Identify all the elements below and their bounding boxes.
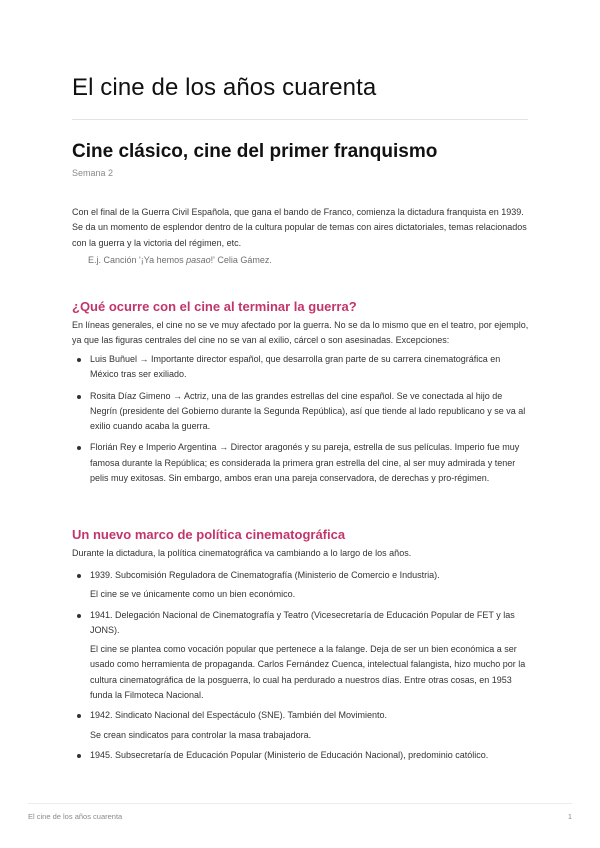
- section2-heading: Un nuevo marco de política cinematográfica: [72, 527, 346, 542]
- list-item-detail: El cine se plantea como vocación popular que pertenece a la falange. Deja de ser un bien económica a ser usado como herramienta de propaganda. Carlos Fernández Cuenca, intelectual falangista, hizo mucho por la cultura cinematográfica de la posguerra, lo cual ha perdurado a nuestros días. Entre otras cosas, en 1953 funda la Filmoteca Nacional.: [90, 644, 526, 701]
- list-item-detail: El cine se ve únicamente como un bien económico.: [90, 589, 296, 600]
- list-item: [72, 608, 530, 704]
- list-item: [72, 748, 530, 763]
- section-title: Cine clásico, cine del primer franquismo: [72, 141, 438, 162]
- list-item-text: Luis Buñuel → Importante director español, que desarrolla gran parte de su carrera cinematográfica en México tras ser exiliado.: [90, 354, 501, 380]
- bullet-icon: [77, 574, 81, 578]
- list-item-text: Florián Rey e Imperio Argentina → Director aragonés y su pareja, estrella de sus películas. Imperio fue muy famosa durante la República; es considerada la primera gran estrella del cine, al ser muy admirada y tener pelis muy exitosas. Sin embargo, ambos eran una pareja conservadora, de derechas y pro-régimen.: [90, 442, 520, 484]
- list-item-detail: Se crean sindicatos para controlar la masa trabajadora.: [90, 729, 312, 740]
- section1-list: [72, 352, 530, 486]
- bullet-icon: [77, 446, 81, 450]
- bullet-icon: [77, 614, 81, 618]
- list-item: [72, 389, 530, 435]
- example-suffix: !' Celia Gámez.: [210, 255, 272, 265]
- section1-heading: ¿Qué ocurre con el cine al terminar la guerra?: [72, 299, 357, 314]
- section2-intro: Durante la dictadura, la política cinematográfica va cambiando a lo largo de los años.: [72, 548, 412, 558]
- footer-title: El cine de los años cuarenta: [28, 812, 123, 821]
- bullet-icon: [77, 754, 81, 758]
- list-item: [72, 352, 530, 383]
- example-italic: pasao: [186, 255, 211, 265]
- list-item-text: 1941. Delegación Nacional de Cinematografía y Teatro (Vicesecretaría de Educación Popular de FET y las JONS).: [90, 609, 515, 635]
- example-prefix: E.j. Canción '¡Ya hemos: [88, 255, 187, 265]
- list-item: [72, 568, 530, 603]
- list-item-text: 1939. Subcomisión Reguladora de Cinematografía (Ministerio de Comercio e Industria).: [90, 570, 440, 580]
- bullet-icon: [77, 358, 81, 362]
- bullet-icon: [77, 714, 81, 718]
- example-quote: [88, 253, 272, 268]
- list-item-text: Rosita Díaz Gimeno → Actriz, una de las grandes estrellas del cine español. Se ve conectada al hijo de Negrín (presidente del Gobierno durante la Segunda República), así que tiende al lado republicano y se va al exilio cuando acaba la guerra.: [90, 390, 526, 432]
- footer-divider: [28, 803, 572, 804]
- list-item-text: 1945. Subsecretaría de Educación Popular (Ministerio de Educación Nacional), predominio católico.: [90, 749, 489, 760]
- title-divider: [72, 119, 528, 120]
- list-item: [72, 708, 530, 743]
- page-number: 1: [567, 812, 572, 821]
- intro-paragraph: Con el final de la Guerra Civil Española, que gana el bando de Franco, comienza la dictadura franquista en 1939. Se da un momento de esplendor dentro de la cultura popular de temas con aires dictatoriales, temas relacionados con la guerra y la victoria del régimen, etc.: [72, 207, 527, 248]
- week-label: Semana 2: [72, 168, 114, 178]
- page-title: El cine de los años cuarenta: [72, 74, 377, 101]
- section2-list: [72, 568, 530, 763]
- list-item-text: 1942. Sindicato Nacional del Espectáculo (SNE). También del Movimiento.: [90, 710, 387, 721]
- section1-intro: En líneas generales, el cine no se ve muy afectado por la guerra. No se da lo mismo que en el teatro, por ejemplo, ya que las figuras centrales del cine no se van al exilio, cárcel o son asesinadas. Excepciones:: [72, 320, 529, 346]
- list-item: [72, 440, 530, 486]
- bullet-icon: [77, 395, 81, 399]
